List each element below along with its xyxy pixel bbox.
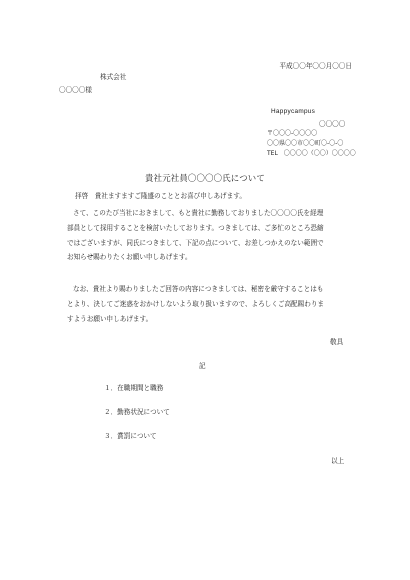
letter-title: 貴社元社員〇〇〇〇氏について	[145, 173, 265, 183]
body-line: お知らせ賜わりたくお願い申しあげます。	[67, 253, 192, 262]
sender-tel: TEL 〇〇〇〇（〇〇）〇〇〇〇	[267, 150, 356, 157]
sender-postal: 〒〇〇〇-〇〇〇〇	[267, 130, 318, 137]
recipient-person: 〇〇〇〇様	[59, 86, 92, 94]
recipient-company: 株式会社	[100, 73, 127, 81]
body-line: さて、このたび当社におきまして、もと貴社に勤務しておりました〇〇〇〇氏を経理	[73, 209, 324, 217]
closing-keigu: 敬具	[330, 338, 344, 346]
body-line: すようお願い申しあげます。	[67, 314, 153, 323]
list-item: ３．賞罰について	[104, 432, 157, 440]
greeting: 拝啓 貴社ますますご隆盛のこととお喜び申しあげます。	[75, 192, 246, 200]
sender-name: 〇〇〇〇	[319, 120, 346, 128]
body-line: ではございますが、同氏につきまして、下記の点について、お差しつかえのない範囲で	[67, 238, 324, 247]
body-paragraph-1	[67, 206, 324, 265]
body-line: なお、貴社より賜わりましたご回答の内容につきましては、秘密を厳守することはも	[73, 285, 324, 293]
body-paragraph-2	[67, 282, 324, 326]
letter-date: 平成〇〇年〇〇月〇〇日	[279, 62, 352, 70]
sender-company: Happycampus	[271, 108, 316, 115]
body-line: とより、決してご迷惑をおかけしないよう取り扱いますので、よろしくご高配賜わりま	[67, 299, 325, 308]
body-line: 部員として採用することを検討いたしております。つきましては、ご多忙のところ恐縮	[67, 223, 324, 232]
list-item: １．在職期間と職務	[104, 384, 164, 392]
list-item: ２．勤務状況について	[104, 408, 170, 416]
sender-address: 〇〇県〇〇市〇〇町〇-〇-〇	[267, 140, 344, 147]
ki-heading: 記	[199, 362, 206, 370]
closing-ijou: 以上	[331, 457, 345, 465]
